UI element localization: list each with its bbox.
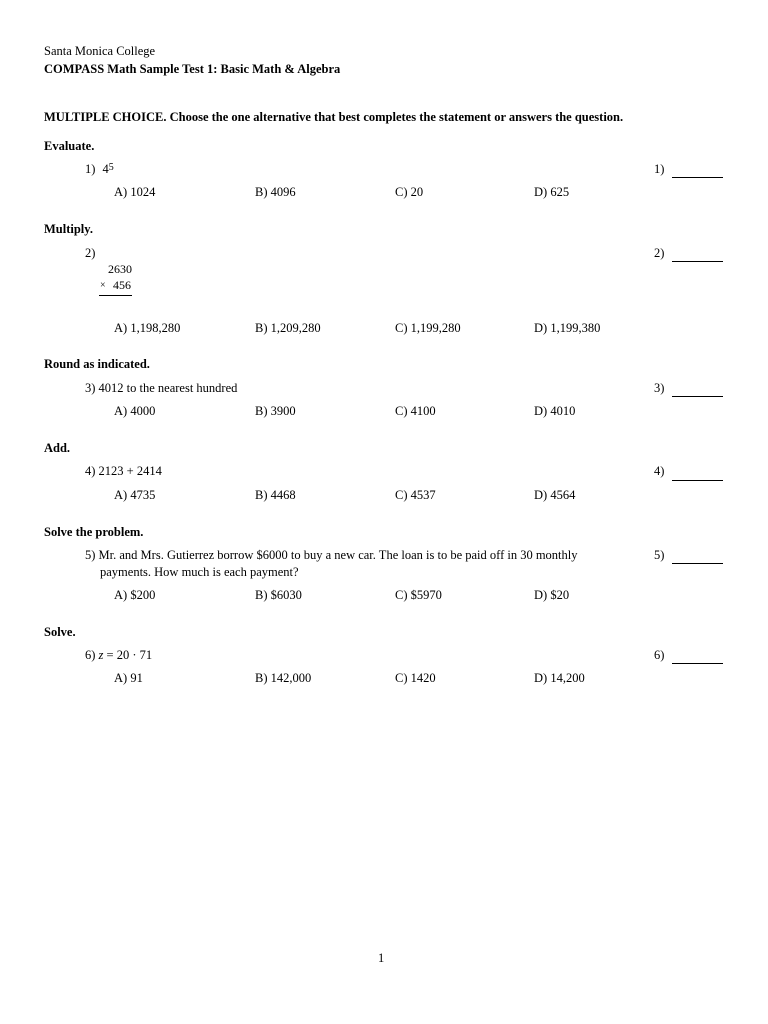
choice-1d[interactable]: D) 625 (534, 185, 570, 199)
section-heading-solve-problem: Solve the problem. (44, 525, 144, 539)
choice-3b[interactable]: B) 3900 (255, 404, 296, 418)
question-number: 3) (85, 381, 96, 395)
question-5 (85, 548, 578, 563)
section-heading-evaluate: Evaluate. (44, 139, 95, 153)
choice-2d[interactable]: D) 1,199,380 (534, 321, 601, 335)
answer-blank-6[interactable] (672, 663, 723, 664)
choice-3a[interactable]: A) 4000 (114, 404, 156, 418)
choice-5a[interactable]: A) $200 (114, 588, 156, 602)
choice-6d[interactable]: D) 14,200 (534, 671, 585, 685)
answer-blank-4[interactable] (672, 480, 723, 481)
choice-4b[interactable]: B) 4468 (255, 488, 296, 502)
question-1 (85, 162, 114, 177)
section-heading-multiply: Multiply. (44, 222, 93, 236)
answer-blank-3[interactable] (672, 396, 723, 397)
section-heading-solve: Solve. (44, 625, 76, 639)
choice-1a[interactable]: A) 1024 (114, 185, 156, 199)
college-name: Santa Monica College (44, 44, 156, 58)
choice-3c[interactable]: C) 4100 (395, 404, 436, 418)
question-4 (85, 464, 162, 479)
question-number: 5) (85, 548, 96, 562)
choice-6c[interactable]: C) 1420 (395, 671, 436, 685)
choice-1c[interactable]: C) 20 (395, 185, 424, 199)
choice-6a[interactable]: A) 91 (114, 671, 143, 685)
section-heading-add: Add. (44, 441, 71, 455)
choice-3d[interactable]: D) 4010 (534, 404, 576, 418)
times-sign: × (100, 280, 106, 291)
question-text: 2123 + 2414 (98, 464, 162, 478)
question-text: 4012 to the nearest hundred (98, 381, 238, 395)
choice-2a[interactable]: A) 1,198,280 (114, 321, 181, 335)
choice-2c[interactable]: C) 1,199,280 (395, 321, 461, 335)
multiplier: 456 (113, 278, 131, 292)
question-variable: z (98, 648, 104, 662)
choice-5c[interactable]: C) $5970 (395, 588, 442, 602)
question-number: 6) (85, 648, 96, 662)
question-text-line2: payments. How much is each payment? (100, 565, 299, 579)
answer-label-5: 5) (654, 548, 665, 562)
multiplicand: 2630 (108, 262, 132, 276)
choice-2b[interactable]: B) 1,209,280 (255, 321, 321, 335)
answer-label-3: 3) (654, 381, 665, 395)
question-number: 1) (85, 162, 96, 176)
answer-blank-5[interactable] (672, 563, 723, 564)
instructions: MULTIPLE CHOICE. Choose the one alternative that best completes the statement or answers the question. (44, 110, 624, 124)
answer-blank-2[interactable] (672, 261, 723, 262)
question-3 (85, 381, 237, 396)
question-number: 4) (85, 464, 96, 478)
choice-4a[interactable]: A) 4735 (114, 488, 156, 502)
answer-label-4: 4) (654, 464, 665, 478)
choice-1b[interactable]: B) 4096 (255, 185, 296, 199)
answer-label-6: 6) (654, 648, 665, 662)
choice-5b[interactable]: B) $6030 (255, 588, 302, 602)
question-base: 4 (102, 162, 109, 176)
answer-label-2: 2) (654, 246, 665, 260)
multiplication-rule (99, 295, 132, 296)
question-6 (85, 648, 152, 663)
question-text-line1: Mr. and Mrs. Gutierrez borrow $6000 to buy a new car. The loan is to be paid off in 30 monthly (98, 548, 578, 562)
choice-4c[interactable]: C) 4537 (395, 488, 436, 502)
choice-5d[interactable]: D) $20 (534, 588, 570, 602)
test-title: COMPASS Math Sample Test 1: Basic Math & Algebra (44, 62, 341, 76)
question-exponent: 5 (108, 162, 114, 173)
choice-4d[interactable]: D) 4564 (534, 488, 576, 502)
answer-blank-1[interactable] (672, 177, 723, 178)
page-number: 1 (378, 951, 385, 965)
question-text: = 20 · 71 (103, 648, 153, 662)
choice-6b[interactable]: B) 142,000 (255, 671, 312, 685)
answer-label-1: 1) (654, 162, 665, 176)
section-heading-round: Round as indicated. (44, 357, 150, 371)
question-number: 2) (85, 246, 96, 260)
